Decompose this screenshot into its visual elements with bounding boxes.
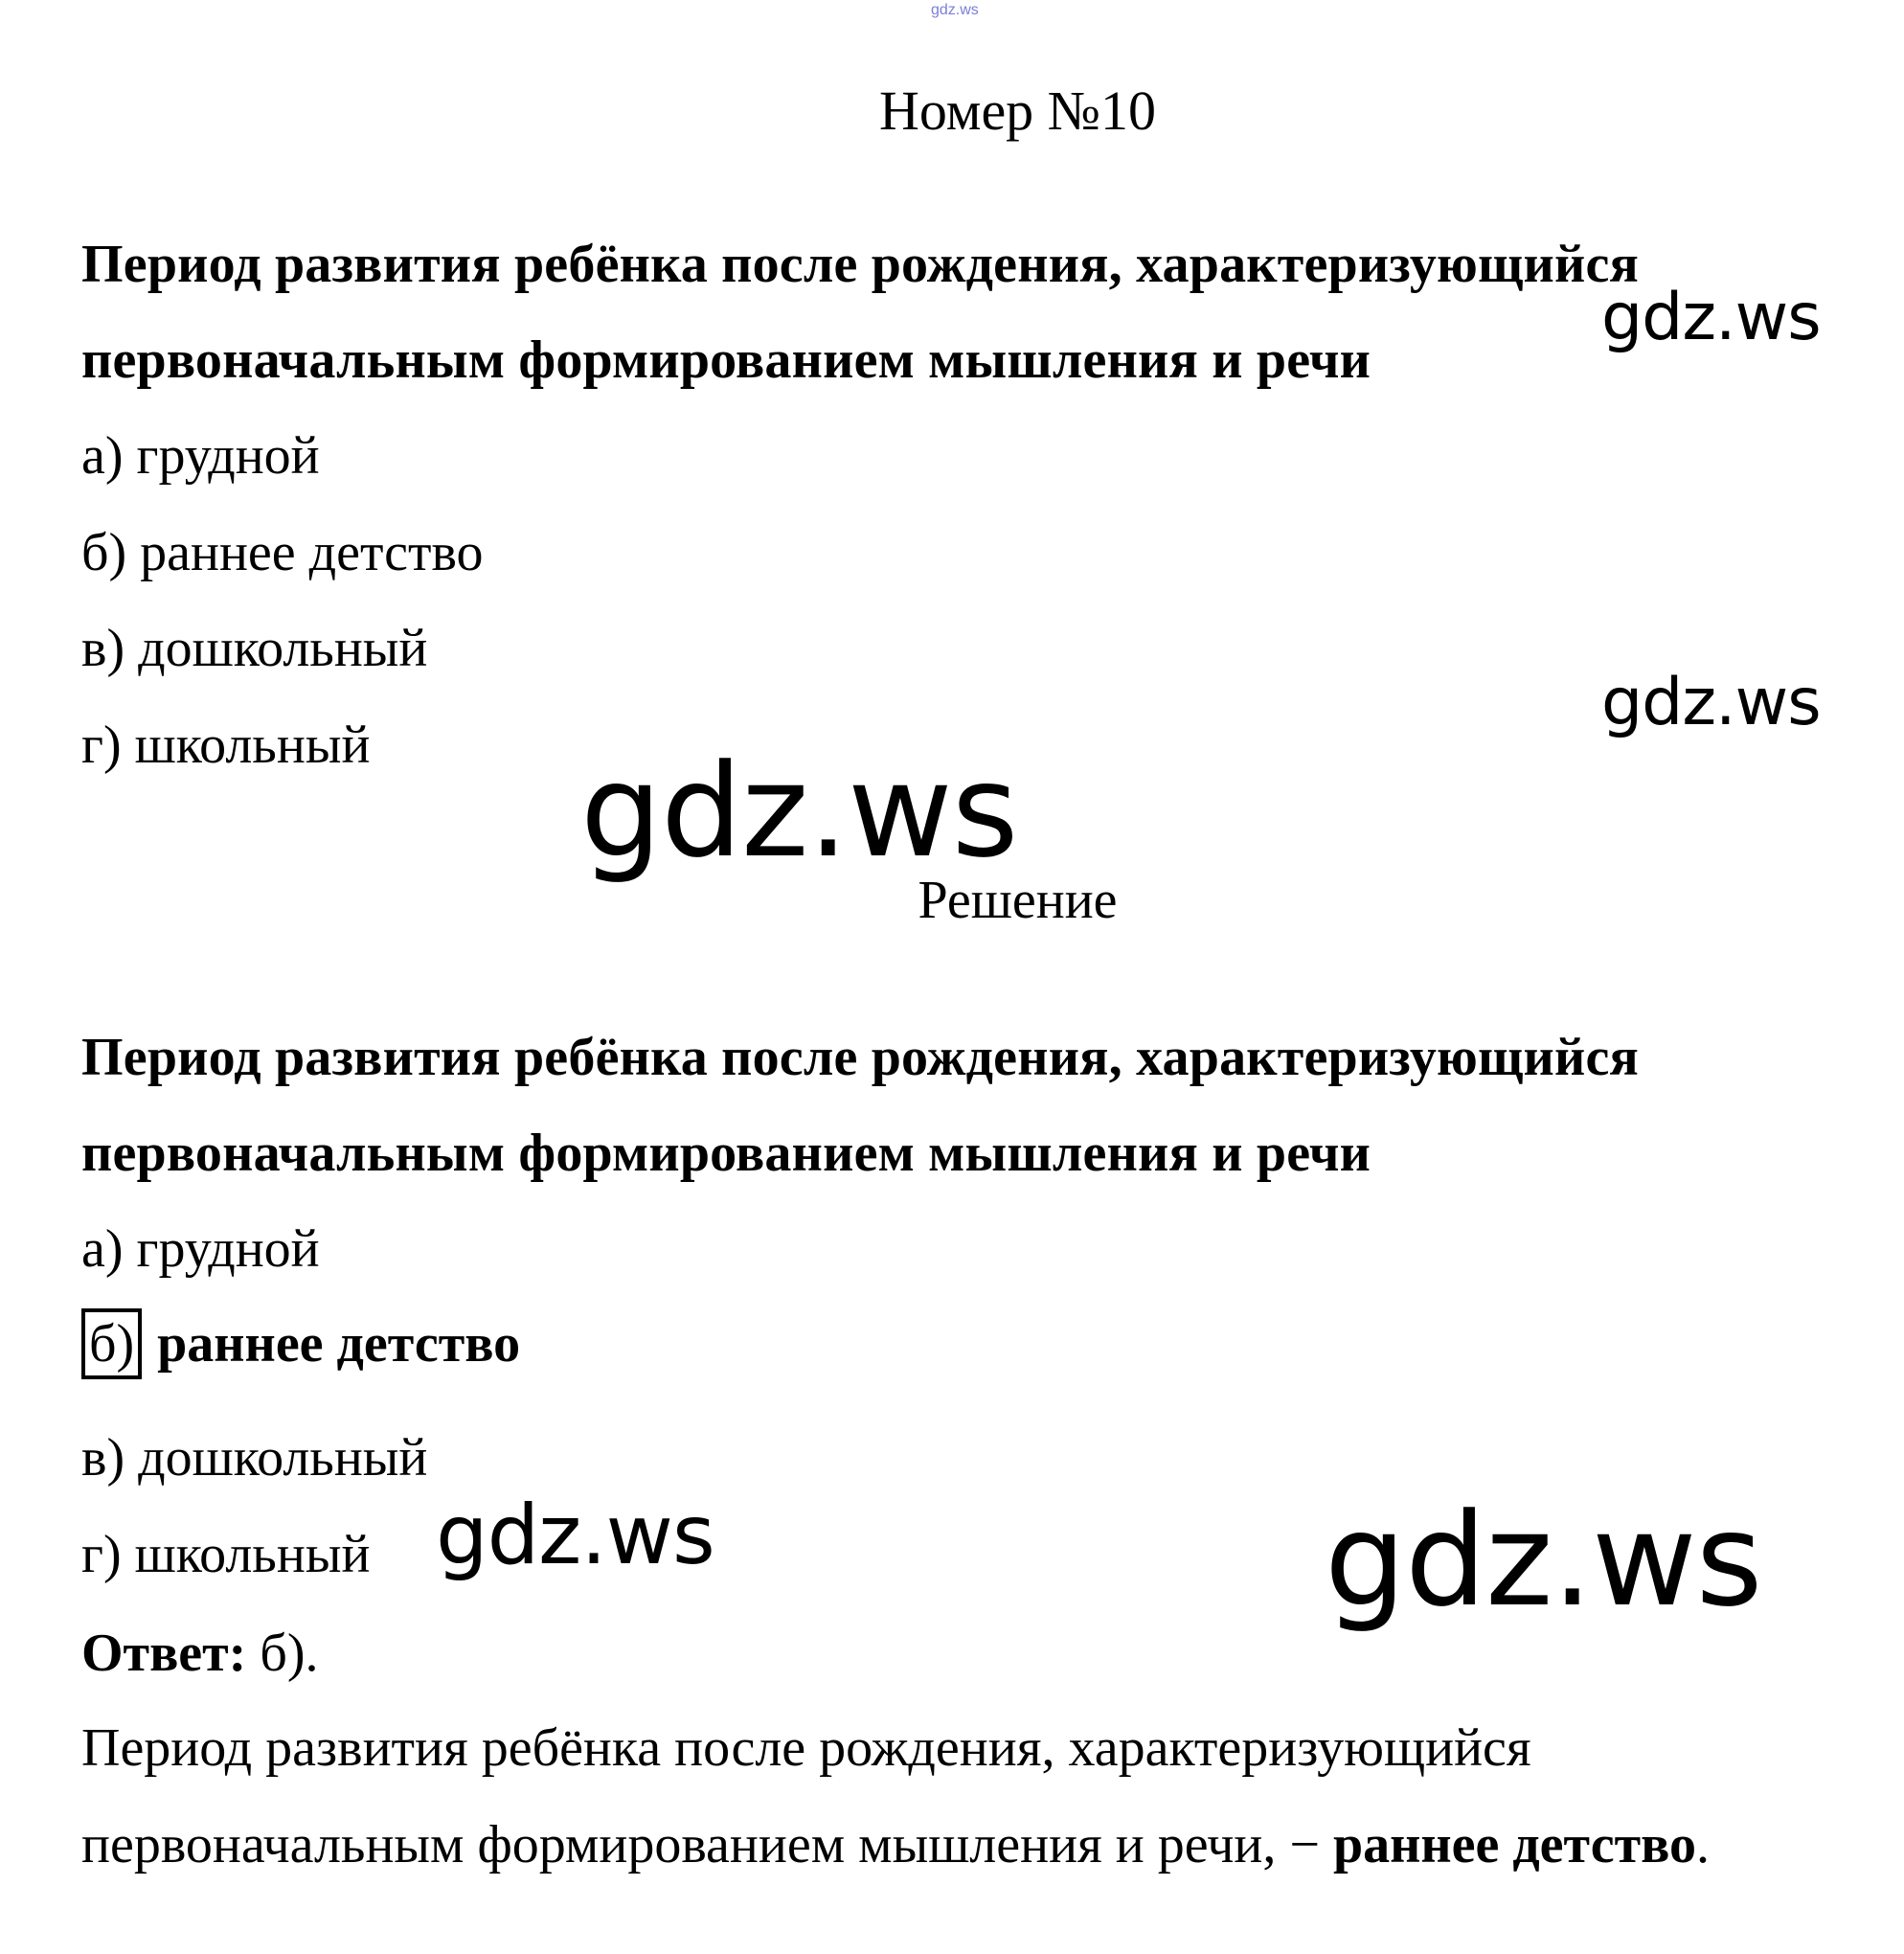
watermark-center-large: gdz.ws bbox=[580, 737, 1018, 886]
answer-value: б). bbox=[246, 1624, 319, 1683]
selected-answer-box: б) bbox=[81, 1308, 142, 1379]
solution-title: Решение bbox=[918, 871, 1118, 930]
explanation-line-2 bbox=[81, 1814, 1710, 1875]
page-title: Номер №10 bbox=[878, 80, 1157, 142]
watermark-bottom-left: gdz.ws bbox=[436, 1488, 714, 1583]
solution-line-1: Период развития ребёнка после рождения, характеризующийся bbox=[81, 1028, 1639, 1087]
question-option-v: в) дошкольный bbox=[81, 619, 428, 678]
question-option-b: б) раннее детство bbox=[81, 523, 484, 582]
solution-option-g: г) школьный bbox=[81, 1525, 371, 1584]
top-watermark: gdz.ws bbox=[931, 2, 979, 18]
question-option-g: г) школьный bbox=[81, 716, 371, 775]
solution-option-v: в) дошкольный bbox=[81, 1428, 428, 1488]
watermark-top-right: gdz.ws bbox=[1601, 280, 1821, 355]
solution-option-b bbox=[81, 1308, 520, 1379]
question-line-1: Период развития ребёнка после рождения, характеризующийся bbox=[81, 235, 1639, 294]
watermark-bottom-right: gdz.ws bbox=[1325, 1486, 1762, 1635]
solution-option-b-text: раннее детство bbox=[157, 1314, 521, 1374]
explanation-answer-bold: раннее детство bbox=[1332, 1815, 1696, 1874]
solution-option-a: а) грудной bbox=[81, 1219, 320, 1279]
explanation-period: . bbox=[1695, 1815, 1710, 1874]
answer-line bbox=[81, 1623, 318, 1684]
solution-line-2: первоначальным формированием мышления и речи bbox=[81, 1124, 1371, 1183]
question-line-2: первоначальным формированием мышления и речи bbox=[81, 330, 1371, 390]
watermark-mid-right: gdz.ws bbox=[1601, 665, 1821, 740]
explanation-line-1: Период развития ребёнка после рождения, характеризующийся bbox=[81, 1718, 1531, 1778]
answer-label: Ответ: bbox=[81, 1624, 247, 1683]
explanation-line-2-text: первоначальным формированием мышления и речи, − bbox=[81, 1815, 1333, 1874]
question-option-a: а) грудной bbox=[81, 426, 320, 486]
